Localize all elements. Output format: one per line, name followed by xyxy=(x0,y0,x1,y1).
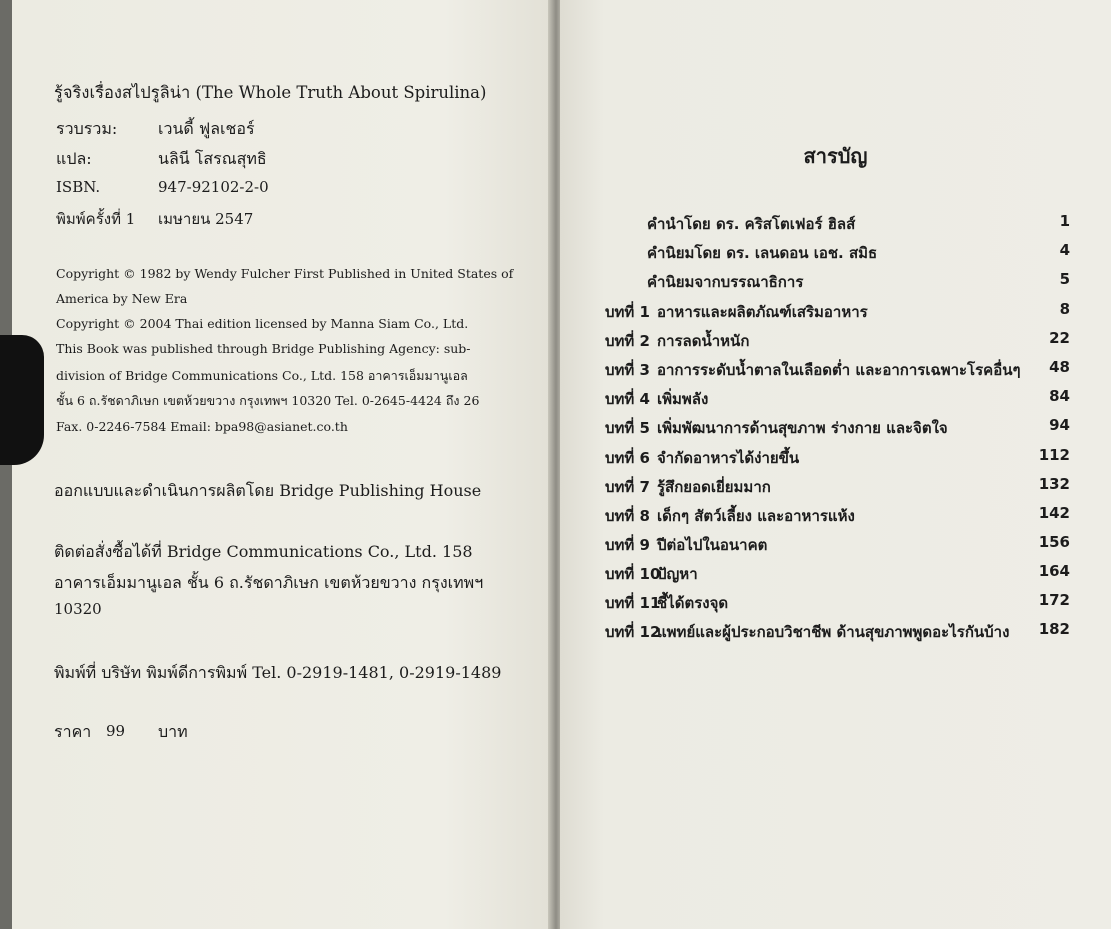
toc-page-number: 4 xyxy=(1059,241,1070,259)
toc-title: เด็กๆ สัตว์เลี้ยง และอาหารแห้ง xyxy=(657,507,855,525)
translated-value: นลินี โสรณสุทธิ xyxy=(158,149,267,168)
toc-title: ชี้ได้ตรงจุด xyxy=(657,594,729,612)
toc-page-number: 172 xyxy=(1038,591,1070,609)
toc-chapter-number: บทที่ 12 xyxy=(605,623,661,641)
printer-line: พิมพ์ที่ บริษัท พิมพ์ดีการพิมพ์ Tel. 0-2919-1481, 0-2919-1489 xyxy=(54,663,502,682)
toc-title: ปีต่อไปในอนาคต xyxy=(657,536,768,554)
email-link[interactable]: bpa98@asianet.co.th xyxy=(214,419,348,434)
copyright-line: ชั้น 6 ถ.รัชดาภิเษก เขตห้วยขวาง กรุงเทพฯ 10320 Tel. 0-2645-4424 ถึง 26 xyxy=(56,393,480,408)
toc-title: ปัญหา xyxy=(657,565,698,583)
toc-entry xyxy=(560,591,1111,617)
toc-entry xyxy=(560,504,1111,530)
left-page xyxy=(12,0,552,929)
toc-title: อาหารและผลิตภัณฑ์เสริมอาหาร xyxy=(657,303,868,321)
toc-chapter-number: บทที่ 6 xyxy=(605,449,650,467)
toc-page-number: 22 xyxy=(1049,329,1070,347)
book-title: รู้จริงเรื่องสไปรูลิน่า (The Whole Truth About Spirulina) xyxy=(54,83,487,102)
toc-entry xyxy=(560,446,1111,472)
toc-entry xyxy=(560,329,1111,355)
contact-line xyxy=(56,419,348,434)
price-value: 99 xyxy=(106,722,126,740)
copyright-line: Copyright © 2004 Thai edition licensed by Manna Siam Co., Ltd. xyxy=(56,316,469,331)
toc-page-number: 112 xyxy=(1038,446,1070,464)
toc-page-number: 164 xyxy=(1038,562,1070,580)
toc-chapter-number: บทที่ 9 xyxy=(605,536,650,554)
toc-page-number: 8 xyxy=(1059,300,1070,318)
toc-page-number: 84 xyxy=(1049,387,1070,405)
toc-title: คำนำโดย ดร. คริสโตเฟอร์ ฮิลส์ xyxy=(647,215,856,233)
toc-chapter-number: บทที่ 10 xyxy=(605,565,661,583)
toc-entry xyxy=(560,358,1111,384)
toc-chapter-number: บทที่ 8 xyxy=(605,507,650,525)
price-unit: บาท xyxy=(158,722,188,741)
toc-entry xyxy=(560,241,1111,267)
order-line: ติดต่อสั่งซื้อได้ที่ Bridge Communications Co., Ltd. 158 xyxy=(54,542,473,561)
compiled-label: รวบรวม: xyxy=(56,119,118,138)
toc-page-number: 182 xyxy=(1038,620,1070,638)
toc-heading: สารบัญ xyxy=(803,144,868,168)
toc-title: คำนิยมจากบรรณาธิการ xyxy=(647,273,804,291)
toc-page-number: 132 xyxy=(1038,475,1070,493)
isbn-value: 947-92102-2-0 xyxy=(158,178,269,196)
toc-chapter-number: บทที่ 2 xyxy=(605,332,650,350)
toc-entry xyxy=(560,475,1111,501)
toc-page-number: 142 xyxy=(1038,504,1070,522)
toc-entry xyxy=(560,533,1111,559)
toc-title: อาการระดับน้ำตาลในเลือดต่ำ และอาการเฉพาะโรคอื่นๆ xyxy=(657,361,1021,379)
toc-page-number: 1 xyxy=(1059,212,1070,230)
toc-page-number: 156 xyxy=(1038,533,1070,551)
toc-title: จำกัดอาหารได้ง่ายขึ้น xyxy=(657,449,800,467)
toc-page-number: 48 xyxy=(1049,358,1070,376)
toc-entry xyxy=(560,387,1111,413)
toc-chapter-number: บทที่ 4 xyxy=(605,390,650,408)
order-line: 10320 xyxy=(54,600,102,618)
edition-value: เมษายน 2547 xyxy=(158,210,254,228)
toc-chapter-number: บทที่ 1 xyxy=(605,303,650,321)
compiled-value: เวนดี้ ฟูลเชอร์ xyxy=(158,119,255,138)
copyright-line: America by New Era xyxy=(56,291,188,306)
copyright-line: This Book was published through Bridge Publishing Agency: sub- xyxy=(56,341,471,356)
toc-chapter-number: บทที่ 5 xyxy=(605,419,650,437)
toc-title: คำนิยมโดย ดร. เลนดอน เอช. สมิธ xyxy=(647,244,878,262)
toc-title: รู้สึกยอดเยี่ยมมาก xyxy=(657,478,771,496)
edition-label: พิมพ์ครั้งที่ 1 xyxy=(56,210,136,228)
toc-entry xyxy=(560,562,1111,588)
toc-title: แพทย์และผู้ประกอบวิชาชีพ ด้านสุขภาพพูดอะไรกันบ้าง xyxy=(657,623,1010,641)
thumb-shadow xyxy=(0,335,44,465)
toc-chapter-number: บทที่ 11 xyxy=(605,594,661,612)
isbn-label: ISBN. xyxy=(56,178,101,196)
toc-title: การลดน้ำหนัก xyxy=(657,332,750,350)
fax-email-text: Fax. 0-2246-7584 Email: xyxy=(56,419,215,434)
toc-entry xyxy=(560,212,1111,238)
toc-entry xyxy=(560,620,1111,646)
design-line: ออกแบบและดำเนินการผลิตโดย Bridge Publishing House xyxy=(54,481,482,500)
translated-label: แปล: xyxy=(56,149,92,168)
price-label: ราคา xyxy=(54,722,92,741)
toc-entry xyxy=(560,270,1111,296)
toc-page-number: 94 xyxy=(1049,416,1070,434)
toc-title: เพิ่มพลัง xyxy=(657,390,709,408)
toc-chapter-number: บทที่ 7 xyxy=(605,478,650,496)
order-line: อาคารเอ็มมานูเอล ชั้น 6 ถ.รัชดาภิเษก เขตห้วยขวาง กรุงเทพฯ xyxy=(54,573,484,592)
copyright-line: Copyright © 1982 by Wendy Fulcher First Published in United States of xyxy=(56,266,514,281)
toc-entry xyxy=(560,300,1111,326)
toc-chapter-number: บทที่ 3 xyxy=(605,361,650,379)
toc-title: เพิ่มพัฒนาการด้านสุขภาพ ร่างกาย และจิตใจ xyxy=(657,419,948,437)
toc-entry xyxy=(560,416,1111,442)
copyright-line: division of Bridge Communications Co., Ltd. 158 อาคารเอ็มมานูเอล xyxy=(56,368,468,383)
toc-page-number: 5 xyxy=(1059,270,1070,288)
